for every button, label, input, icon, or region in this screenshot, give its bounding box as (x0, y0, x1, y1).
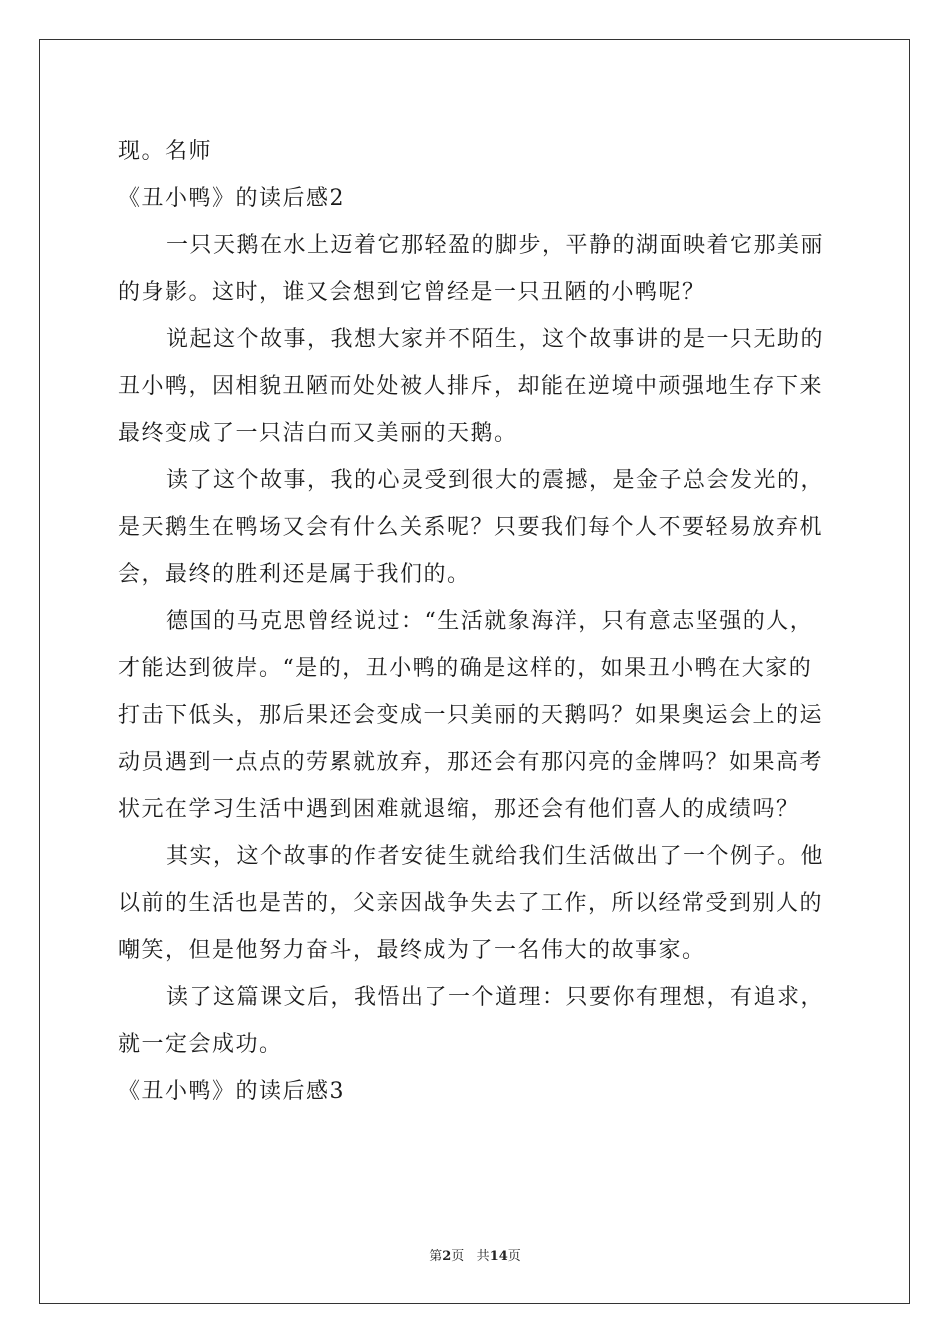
paragraph-start: 德国的马克思曾经说过：“生活就象海洋，只有意志坚强的人， (166, 609, 814, 634)
page-suffix: 页 (451, 1249, 465, 1264)
text-line: 现。名师 (118, 139, 213, 164)
text-line: 就一定会成功。 (118, 1032, 283, 1057)
page-footer (0, 1245, 950, 1264)
text-line: 打击下低头，那后果还会变成一只美丽的天鹅吗？如果奥运会上的运 (118, 703, 824, 728)
paragraph-start: 读了这篇课文后，我悟出了一个道理：只要你有理想，有追求， (166, 985, 825, 1010)
text-line: 会，最终的胜利还是属于我们的。 (118, 562, 471, 587)
page-prefix: 第 (429, 1249, 443, 1264)
text-line: 以前的生活也是苦的，父亲因战争失去了工作，所以经常受到别人的 (118, 891, 824, 916)
document-body (118, 128, 838, 1115)
text-line: 最终变成了一只洁白而又美丽的天鹅。 (118, 421, 518, 446)
total-pages: 14 (489, 1249, 508, 1264)
page-number: 2 (442, 1249, 452, 1264)
text-line: 动员遇到一点点的劳累就放弃，那还会有那闪亮的金牌吗？如果高考 (118, 750, 824, 775)
paragraph-start: 读了这个故事，我的心灵受到很大的震撼，是金子总会发光的， (166, 468, 825, 493)
section-heading: 《丑小鸭》的读后感3 (118, 1079, 345, 1104)
text-line: 的身影。这时，谁又会想到它曾经是一只丑陋的小鸭呢？ (118, 280, 706, 305)
section-heading: 《丑小鸭》的读后感2 (118, 186, 345, 211)
text-line: 嘲笑，但是他努力奋斗，最终成为了一名伟大的故事家。 (118, 938, 706, 963)
text-line: 是天鹅生在鸭场又会有什么关系呢？只要我们每个人不要轻易放弃机 (118, 515, 824, 540)
total-suffix: 页 (507, 1249, 521, 1264)
paragraph-start: 其实，这个故事的作者安徒生就给我们生活做出了一个例子。他 (166, 844, 825, 869)
text-line: 才能达到彼岸。“是的，丑小鸭的确是这样的，如果丑小鸭在大家的 (118, 656, 813, 681)
text-line: 状元在学习生活中遇到困难就退缩，那还会有他们喜人的成绩吗？ (118, 797, 800, 822)
total-prefix: 共 (476, 1249, 490, 1264)
text-line: 丑小鸭，因相貌丑陋而处处被人排斥，却能在逆境中顽强地生存下来 (118, 374, 824, 399)
paragraph-start: 一只天鹅在水上迈着它那轻盈的脚步，平静的湖面映着它那美丽 (166, 233, 825, 258)
paragraph-start: 说起这个故事，我想大家并不陌生，这个故事讲的是一只无助的 (166, 327, 825, 352)
